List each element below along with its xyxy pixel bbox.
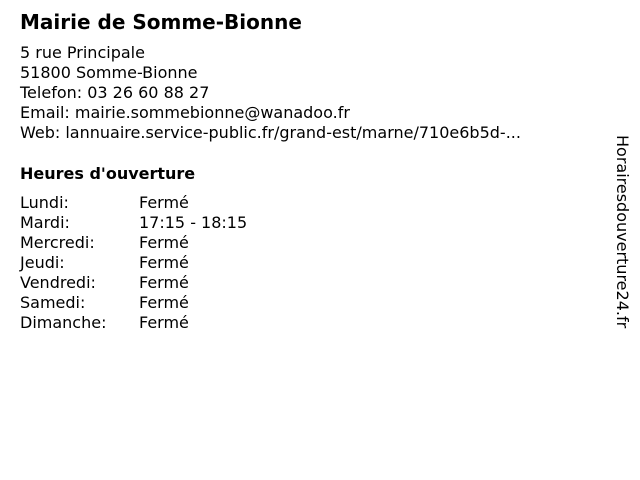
phone-number: Telefon: 03 26 60 88 27: [20, 83, 210, 102]
day-hours: Fermé: [139, 233, 189, 252]
site-watermark: Horairesdouverture24.fr: [613, 135, 632, 329]
email-address: Email: mairie.sommebionne@wanadoo.fr: [20, 103, 350, 122]
opening-hours-table: [20, 193, 247, 333]
day-label: Mardi:: [20, 213, 70, 232]
day-hours: Fermé: [139, 193, 189, 212]
contact-info: [20, 43, 521, 143]
hours-row-thursday: [20, 253, 247, 273]
day-hours: 17:15 - 18:15: [139, 213, 248, 232]
opening-hours-heading: Heures d'ouverture: [20, 164, 196, 183]
hours-row-sunday: [20, 313, 247, 333]
day-label: Jeudi:: [20, 253, 65, 272]
day-label: Vendredi:: [20, 273, 96, 292]
day-label: Mercredi:: [20, 233, 95, 252]
day-label: Dimanche:: [20, 313, 107, 332]
hours-row-saturday: [20, 293, 247, 313]
address-street: 5 rue Principale: [20, 43, 145, 62]
website-address: Web: lannuaire.service-public.fr/grand-est/marne/710e6b5d-...: [20, 123, 521, 142]
hours-row-monday: [20, 193, 247, 213]
day-hours: Fermé: [139, 273, 189, 292]
hours-row-wednesday: [20, 233, 247, 253]
address-city: 51800 Somme-Bionne: [20, 63, 198, 82]
page-title: Mairie de Somme-Bionne: [20, 10, 302, 34]
day-label: Lundi:: [20, 193, 69, 212]
hours-row-friday: [20, 273, 247, 293]
hours-row-tuesday: [20, 213, 247, 233]
day-hours: Fermé: [139, 313, 189, 332]
day-label: Samedi:: [20, 293, 86, 312]
day-hours: Fermé: [139, 253, 189, 272]
day-hours: Fermé: [139, 293, 189, 312]
